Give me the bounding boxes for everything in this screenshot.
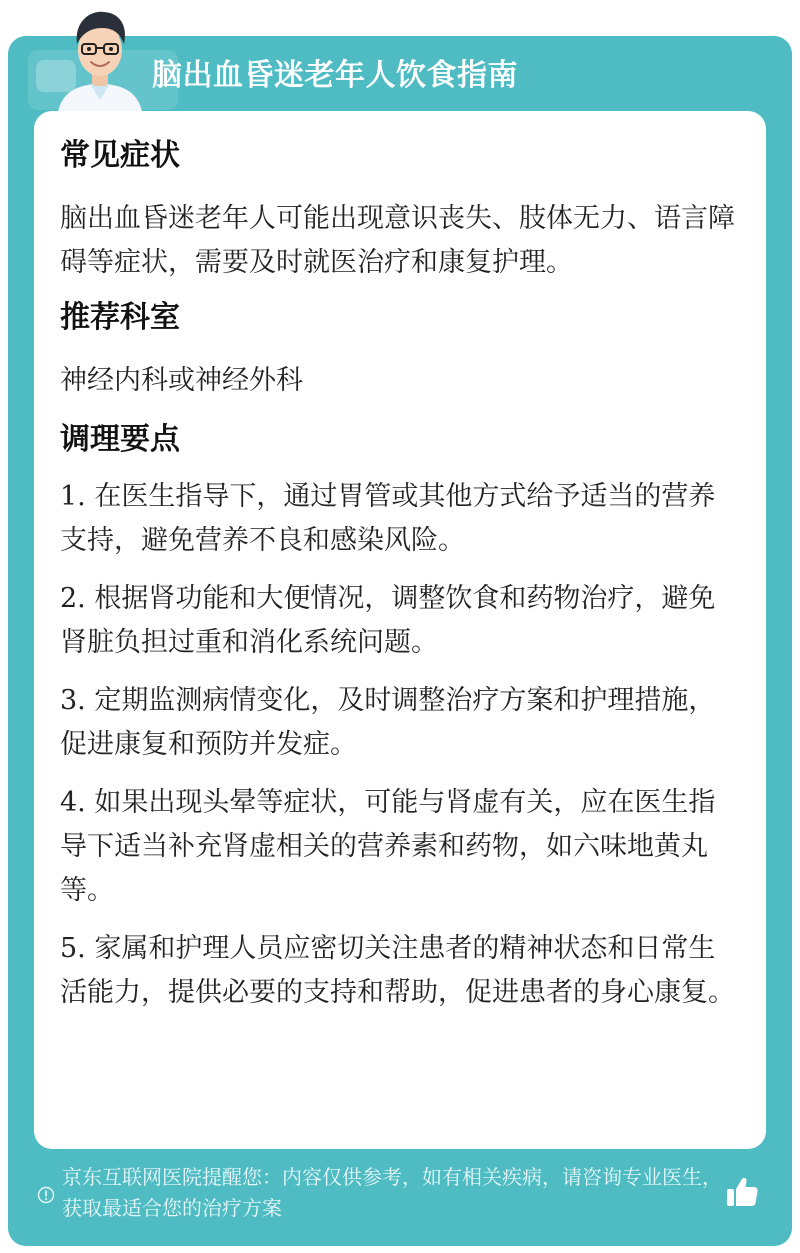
department-text: 神经内科或神经外科 [60, 365, 303, 396]
symptoms-text: 脑出血昏迷老年人可能出现意识丧失、肢体无力、语言障碍等症状，需要及时就医治疗和康复护理。 [60, 203, 735, 278]
care-list [60, 475, 740, 1015]
list-item [60, 577, 740, 665]
list-item [60, 781, 740, 913]
footer-disclaimer [34, 1162, 734, 1224]
list-item [60, 475, 740, 563]
list-item-text: 如果出现头晕等症状，可能与肾虚有关，应在医生指导下适当补充肾虚相关的营养素和药物，如六味地黄丸等。 [60, 787, 716, 906]
content-card [34, 111, 766, 1149]
list-item-number: 4. [60, 787, 86, 818]
info-icon [37, 1186, 55, 1204]
list-item-number: 3. [60, 685, 86, 716]
care-heading: 调理要点 [60, 422, 180, 457]
list-item-text: 在医生指导下，通过胃管或其他方式给予适当的营养支持，避免营养不良和感染风险。 [60, 481, 716, 556]
list-item-text: 定期监测病情变化，及时调整治疗方案和护理措施，促进康复和预防并发症。 [60, 685, 716, 760]
list-item-number: 1. [60, 481, 86, 512]
page-title: 脑出血昏迷老年人饮食指南 [152, 58, 518, 93]
thumbs-up-icon[interactable] [724, 1174, 760, 1210]
list-item-text: 家属和护理人员应密切关注患者的精神状态和日常生活能力，提供必要的支持和帮助，促进患者的身心康复。 [60, 933, 735, 1008]
symptoms-heading: 常见症状 [60, 138, 180, 173]
disclaimer-text: 京东互联网医院提醒您：内容仅供参考，如有相关疾病，请咨询专业医生，获取最适合您的治疗方案 [62, 1165, 722, 1220]
doctor-avatar [44, 0, 156, 112]
list-item-text: 根据肾功能和大便情况，调整饮食和药物治疗，避免肾脏负担过重和消化系统问题。 [60, 583, 716, 658]
list-item-number: 2. [60, 583, 86, 614]
list-item [60, 927, 740, 1015]
department-heading: 推荐科室 [60, 300, 180, 335]
list-item-number: 5. [60, 933, 86, 964]
list-item [60, 679, 740, 767]
